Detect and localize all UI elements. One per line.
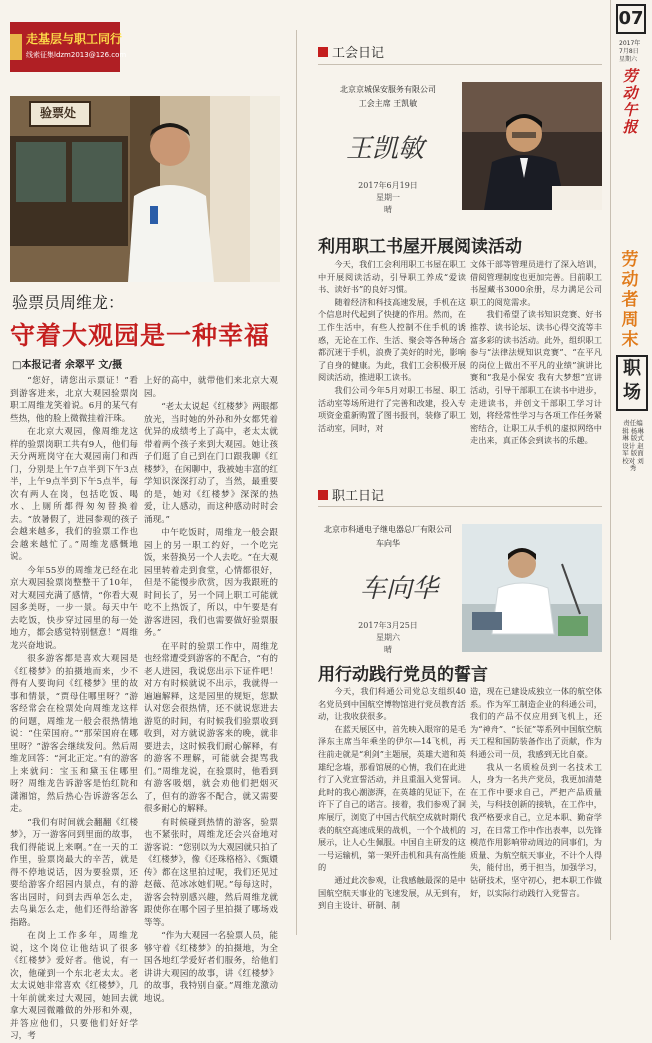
diary-title: 用行动践行党员的誓言: [318, 665, 488, 685]
diary-title: 利用职工书屋开展阅读活动: [318, 237, 522, 257]
article-body-col2: [144, 375, 278, 1004]
paragraph: 我们公司今年5月对职工书屋、职工活动室等场所进行了完善和改建，投入专项资金重新购置了图书报刊，装修了职工活动室，同时，对: [318, 384, 466, 433]
section-title: 劳动者周末: [621, 250, 639, 350]
paragraph: 在蓝天展区中，首先映入眼帘的是毛泽东主席当年乘坐的伊尔—14飞机，再往前走就是“利剑”主题展，英雄大道和英雄纪念墙，那看馆展的心情，我们在此进行了入党宣誓活动，并且重温入党誓词。此时的我心潮澎湃，在英雄的见证下，在许下了自己的诺言。接着，我们参观了洞库展厅，浏览了中国古代航空成就时期代表的航空高速成果的战机，一个个战机的展示，让人心生佩服。中国自主研发的这一号运输机，第一架歼击机和具有高性能的: [318, 723, 466, 873]
article-byline: □本报记者 余翠平 文/摄: [12, 360, 123, 371]
paragraph: “作为大观园一名验票人员，能够守着《红楼梦》的拍摄地，为全国各地红学爱好者们服务，给他们讲讲大观园的故事，讲《红楼梦》的故事，我特别自豪。”周维龙激动地说。: [144, 931, 278, 1004]
paragraph: 我从一名质检员到一名技术工人，身为一名共产党员，我更加清楚在工作中要求自己，严把产品质量关，与科技创新的接轨，在工作中，我严格要求自己，立足本职、勤奋学习，在日常工作中作出表率，以先锋模范作用影响带动周边的同事们，为质量、为航空航天事业，不计个人得失，能付出，勇于担当，加强学习，钻研技术，坚守初心，把本职工作做好，以实际行动践行入党誓言。: [470, 761, 602, 898]
portrait-illustration: [462, 82, 602, 210]
diary-weather: 晴: [384, 205, 392, 214]
paragraph: 在平时的验票工作中，周维龙也经常遭受到游客的不配合，“有的老人进园，我说您出示下证件吧！对方有时候就说不出示，我就得一遍遍解释，这是园里的规矩，您默认对您会很热情，还不就说您进去游览的时间，有时候我们验票收到收到，对方就说游客来的晚，就非要进去，这时候我们耐心解释，有的游客不理解，可能就会提骂我们。”周维龙说，在验票时，他看到有游客吸烟，就会劝他们把烟灭了，但有的游客不配合，就又需要很多耐心的解释。: [144, 641, 278, 814]
paragraph: 今天，我们工会利用职工书屋在职工中开展阅读活动，引导职工养成“爱读书、读好书”的良好习惯。: [318, 259, 466, 295]
paragraph: 我们希望了读书知识竞赛、好书推荐、读书论坛、读书心得交流等丰富多彩的读书活动。此外，组织职工参与“法律法规知识竞赛”、“在平凡的岗位上做出不平凡的业绩”演讲比赛和“我是小保安 我有大梦想”宣讲活动，引导干部职工在读书中进步，走进读书，并创文干部职工学习计划，将经常性学习与各项工作任务紧密结合，让职工从手机的虚拟网络中走出来，真正体会到读书的乐趣。: [470, 309, 602, 446]
article-body-col1: [10, 375, 138, 1041]
diary-weather: 晴: [384, 645, 392, 654]
column-divider: [296, 30, 297, 935]
diary-weekday: 星期六: [376, 633, 400, 642]
section-tag-union-diary: [318, 42, 384, 61]
paragraph: 中午吃饭时，周维龙一般会跟园上的另一职工约好，一个吃完饭，来替换另一个人去吃。“在大观园里转着走到食堂，心情都很好，但是不能慢步欣赏，因为我跟班的时间长了，另一个同上职工可能就吃不上热饭了，所以，中午要是有游客进园，我们也需要做好验票服务。”: [144, 528, 278, 638]
diary-person: 工会主席 王凯敏: [358, 99, 418, 108]
diary-weekday: 星期一: [376, 193, 400, 202]
article-kicker: 验票员周维龙：: [12, 293, 125, 312]
diary-body-col1: [318, 258, 466, 463]
section-square-icon: [318, 47, 328, 57]
diary-signature: 王凯敏: [346, 134, 425, 164]
strip-divider: [610, 0, 611, 940]
diary-date: 2017年3月25日: [358, 621, 418, 630]
page-number: 07: [616, 4, 646, 34]
diary-body-col1: [318, 685, 466, 935]
paragraph: “您好，请您出示票证！”看到游客进来，北京大观园验票岗职工周维龙笑着说。6月的某气有些热，他的脸上微微挂着汗珠。: [10, 376, 138, 424]
section-square-icon: [318, 490, 328, 500]
lab-illustration: [462, 524, 602, 652]
page-credits: 责任编辑 杨琳琳 版式设计 赵军 版面校对 刘秀: [622, 419, 644, 472]
paragraph: 有时候碰到热情的游客，验票也不紧张时，周维龙还会兴奋地对游客说：“您别以为大观园就只拍了《红楼梦》，像《还珠格格》、《甄嬛传》都在这里拍过呢，我们还见过赵薇、范冰冰她们呢。”每每这时，游客会特别感兴趣，然后周维龙就跟使你在哪个园子里拍摄了哪场戏等等。: [144, 817, 278, 928]
diary-org: 北京市科通电子继电器总厂有限公司: [324, 525, 452, 534]
paragraph: “我们有时间就会翻翻《红楼梦》，万一游客问到里面的故事，我们得能说上来啊。”在一天的工作里，验票岗最大的辛苦，就是得不停地说话，因为要验票，还要给游客介绍园内景点，有的游客出园时，问到去西单怎么走，去鸟巢怎么走，他们还得给游客指路。: [10, 817, 138, 928]
diary-photo: [462, 524, 602, 652]
paragraph: 文体干部等管理员进行了深入培训，借阅管理制度也更加完善。目前职工书屋藏书3000余册，尽力满足公司职工的阅览需求。: [470, 259, 602, 307]
column-header: [10, 22, 127, 72]
paragraph: 在北京大观园，像周维龙这样的验票岗职工共有9人，他们每天分两班岗守在大观园南门和西门，分别是上午7点半到下午3点半，上午9点半到下午5点半，每次有两人在岗，包括吃饭、喝水、上厕所都得匆匆替换着去。“放暑假了，进园参观的孩子会越来越多，我们的验票工作也会越来越忙了。”周维龙感慨地说。: [10, 427, 138, 562]
paragraph: 通过此次参观，让我感触最深的是中国航空航天事业的飞速发展，从无到有，到自主设计、研制、制: [318, 874, 466, 911]
column-header-accent: [10, 34, 22, 60]
diary-org: 北京京城保安服务有限公司: [340, 85, 436, 94]
column-contact: 线索征集ldzm2013@126.com: [26, 51, 127, 59]
section-box: 职场: [616, 355, 648, 411]
paragraph: 今天，我们科通公司党总支组织40名党员到中国航空博物馆进行党员教育活动，让我收获很多。: [318, 686, 466, 722]
issue-year: 2017年: [619, 40, 641, 47]
paragraph: 上好的高中，就带他们来北京大观园。: [144, 376, 278, 399]
issue-date: 7月8日: [619, 48, 639, 55]
photo-illustration: [10, 96, 280, 282]
diary-body-col2: [470, 258, 602, 463]
diary-date: 2017年6月19日: [358, 181, 418, 190]
section-tag-label: 职工日记: [332, 489, 385, 504]
section-rule: [318, 64, 602, 65]
newspaper-masthead: 劳动午报: [622, 67, 638, 136]
diary-photo: [462, 82, 602, 210]
diary-body-col2: [470, 685, 602, 935]
paragraph: 随着经济和科技高速发展，手机在这个信息时代起到了快捷的作用。然而，在工作生活中，有些人控制不住手机的诱惑，无论在工作、生活、聚会等各种场合都沉迷于手机，浪费了美好的时光，影响了自身的健康。为此，我们工会积极开展阅读活动，推进职工读书。: [318, 296, 466, 383]
paragraph: 今年55岁的周维龙已经在北京大观园验票岗整整干了10年，对大观园充满了感情，“你看大观园多美呀，一步一景。每天中午去吃饭，快步穿过园里的每一处地方，都会感觉特别惬意！”周维龙兴奋地说。: [10, 565, 138, 651]
paragraph: “老太太说起《红楼梦》两眼都放光，当时她的外孙和外女都凭着优异的成绩考上了高中，老太太就带着两个孩子来到大观园。她让孩子们逛了自己到在门口跟我聊《红楼梦》，在闲聊中，我被她丰富的红学知识深深打动了，当然，最重要的是，她对《红楼梦》深深的热爱，让人感动，而这种感动时时会涌现。”: [144, 402, 278, 525]
paragraph: 造，现在已建设成独立一体的航空体系。作为军工制造企业的科通公司，我们的产品不仅应用到飞机上，还为“神舟”、“长征”等系列中国航空航天工程和国防装备作出了贡献，作为科通公司一员，我感到无比自豪。: [470, 686, 602, 759]
diary-person: 车向华: [376, 539, 400, 548]
photo-sign-text: 验票处: [40, 106, 77, 120]
column-name: 走基层与职工同行: [26, 32, 123, 46]
paragraph: 在岗上工作多年，周维龙说，这个岗位让他结识了很多《红楼梦》爱好者。他说，有一次，他碰到一个东北老太太。老太太说她非常喜欢《红楼梦》，几十年前就来过大观园，她回去就拿大观园微雕做的外形和外观，并答应他们，只要他们好好学习，考: [10, 931, 138, 1041]
article-title: 守着大观园是一种幸福: [10, 321, 271, 350]
article-photo: [10, 96, 280, 282]
issue-weekday: 星期六: [619, 56, 638, 63]
diary-signature: 车向华: [360, 574, 439, 604]
paragraph: 很多游客都是喜欢大观园是《红楼梦》的拍摄地而来，少不得有人要询问《红楼梦》里的故事和情景，“贾母住哪里呀？”游客经常会在检票处向周维龙这样的问题，周维龙一般会很热情地说：“住荣国府。”“那荣国府在哪里呀？”游客会继续发问。然后周维龙回答：“河北正定。”有的游客上来就问：宝玉和黛玉住哪里呀？周维龙告诉游客是怡红院和潇湘馆，然后热心告诉游客怎么走。: [10, 654, 138, 814]
section-tag-label: 工会日记: [332, 46, 385, 61]
section-rule: [318, 506, 602, 507]
section-tag-worker-diary: [318, 485, 384, 504]
